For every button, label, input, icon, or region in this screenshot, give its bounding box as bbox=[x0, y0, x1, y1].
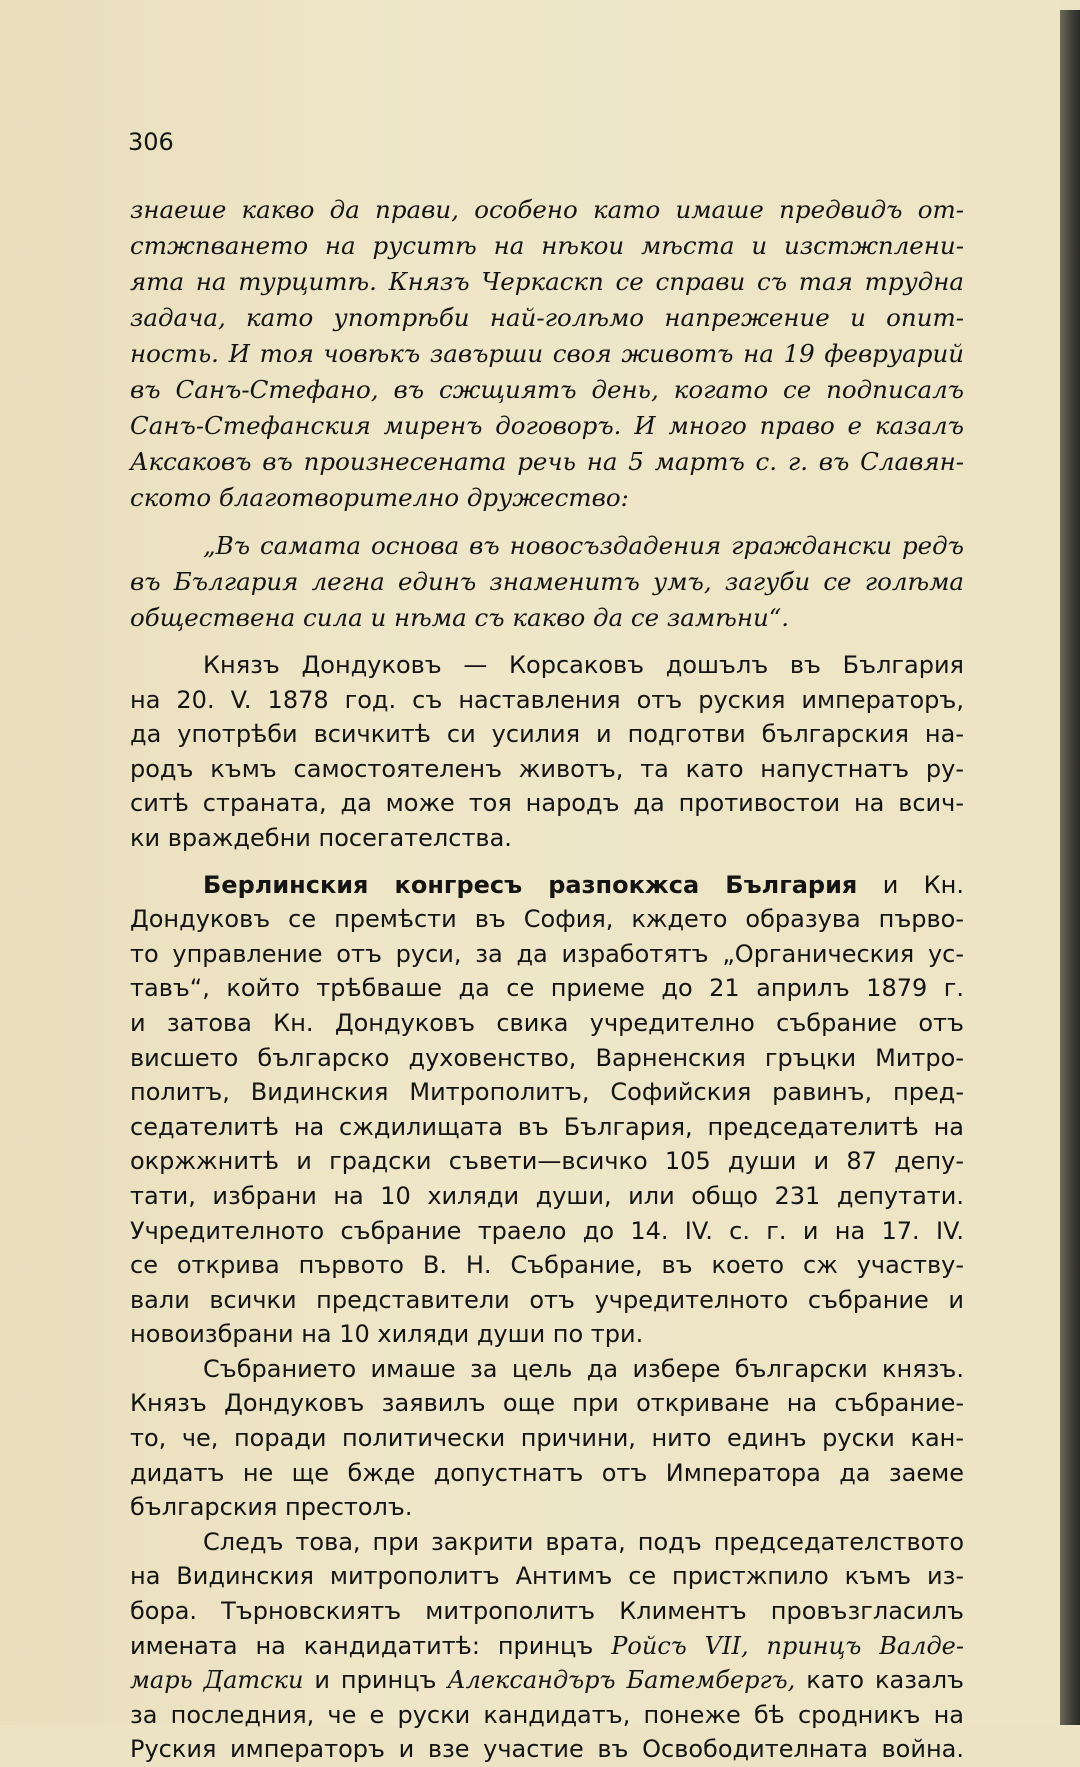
text-line: българския престолъ. bbox=[130, 1493, 413, 1522]
italic-text-span: марь Датски bbox=[130, 1666, 304, 1695]
text-line: бора. Търновскиятъ митрополитъ Климентъ провъзгласилъ bbox=[130, 1597, 964, 1626]
text-line: дидатъ не ще бжде допустнатъ отъ Императора да заеме bbox=[130, 1458, 964, 1487]
text-span: като казалъ bbox=[795, 1666, 964, 1695]
text-line: Аксаковъ въ произнесената речь на 5 мартъ с. г. въ Славян- bbox=[130, 447, 964, 476]
text-line: и затова Кн. Дондуковъ свика учредително събрание отъ bbox=[130, 1008, 964, 1037]
text-line: се открива първото В. Н. Събрание, въ което сж участву- bbox=[130, 1251, 964, 1280]
text-line: ското благотворително дружество: bbox=[130, 483, 629, 512]
text-line: стжпването на руситѣ на нѣкои мѣста и изстжплени- bbox=[130, 231, 964, 260]
text-line: родъ къмъ самостоятеленъ животъ, та като напустнатъ ру- bbox=[130, 754, 964, 783]
text-line: на 20. V. 1878 год. съ наставления отъ руския императоръ, bbox=[130, 685, 964, 714]
text-line: политъ, Видинския Митрополитъ, Софийския равинъ, пред- bbox=[130, 1078, 964, 1107]
text-line: ность. И тоя човѣкъ завърши своя животъ на 19 февруарий bbox=[130, 339, 964, 368]
text-line: новоизбрани на 10 хиляди души по три. bbox=[130, 1320, 644, 1349]
book-spine-edge bbox=[1060, 10, 1080, 1725]
text-line: въ България легна единъ знаменитъ умъ, загуби се голѣма bbox=[130, 567, 964, 596]
text-line: да употрѣби всичкитѣ си усилия и подготви българския на- bbox=[130, 720, 964, 749]
paragraph-dondukov bbox=[130, 648, 964, 856]
text-line: ки враждебни посегателства. bbox=[130, 823, 512, 852]
text-block bbox=[130, 192, 964, 1767]
text-span: и Кн. bbox=[857, 870, 964, 899]
text-line: Следъ това, при закрити врата, подъ председателството bbox=[203, 1527, 964, 1556]
text-line: „Въ самата основа въ новосъздадения граждански редъ bbox=[203, 531, 964, 560]
text-line: Учредителното събрание траело до 14. IV. с. г. и на 17. IV. bbox=[130, 1216, 964, 1245]
aksakov-quote bbox=[130, 528, 964, 636]
text-line: тати, избрани на 10 хиляди души, или общо 231 депутати. bbox=[130, 1181, 964, 1210]
text-span: и принцъ bbox=[303, 1666, 448, 1695]
text-line: Руския императоръ и взе участие въ Освободителната война. bbox=[130, 1735, 964, 1764]
text-line: висшето българско духовенство, Варненския гръцки Митро- bbox=[130, 1043, 964, 1072]
paragraph-assembly bbox=[130, 1352, 964, 1525]
text-line: Князъ Дондуковъ заявилъ още при откриване на събрание- bbox=[130, 1389, 964, 1418]
text-span: имената на кандидатитѣ: принцъ bbox=[130, 1631, 612, 1660]
paragraph-election bbox=[130, 1525, 964, 1767]
text-line: Князъ Дондуковъ — Корсаковъ дошълъ въ България bbox=[203, 651, 964, 679]
text-line: Санъ-Стефанския миренъ договоръ. И много право е казалъ bbox=[130, 411, 964, 440]
text-line: Събранието имаше за цель да избере български князъ. bbox=[203, 1354, 964, 1383]
text-line bbox=[130, 868, 964, 903]
text-line: знаеше какво да прави, особено като имаше предвидъ от- bbox=[130, 195, 964, 224]
paragraph-berlin-congress bbox=[130, 868, 964, 1352]
text-line bbox=[130, 1663, 964, 1698]
text-line: вали всички представители отъ учредителното събрание и bbox=[130, 1285, 964, 1314]
text-line: то, че, поради политически причини, нито единъ руски кан- bbox=[130, 1424, 964, 1453]
text-line: седателитѣ на сждилищата въ България, председателитѣ на bbox=[130, 1112, 964, 1141]
italic-text-span: Александъръ Батембергъ, bbox=[447, 1666, 796, 1695]
text-line: задача, като употрѣби най-голѣмо напрежение и опит- bbox=[130, 303, 964, 332]
text-line: тавъ“, който трѣбваше да се приеме до 21 априлъ 1879 г. bbox=[130, 974, 964, 1003]
italic-quote-paragraph bbox=[130, 192, 964, 516]
text-line: Дондуковъ се премѣсти въ София, кждето образува първо- bbox=[130, 905, 964, 934]
text-line: окржжнитѣ и градски съвети—всичко 105 души и 87 депу- bbox=[130, 1147, 964, 1176]
text-line: ята на турцитѣ. Князъ Черкаскп се справи съ тая трудна bbox=[130, 267, 964, 296]
text-line bbox=[130, 1629, 964, 1664]
text-line: на Видинския митрополитъ Антимъ се пристжпило къмъ из- bbox=[130, 1562, 964, 1591]
text-line: ситѣ страната, да може тоя народъ да противостои на всич- bbox=[130, 789, 964, 818]
text-line: за последния, че е руски кандидатъ, понеже бѣ сродникъ на bbox=[130, 1700, 964, 1729]
text-line: то управление отъ руси, за да изработятъ „Органическия ус- bbox=[130, 939, 964, 968]
text-line: обществена сила и нѣма съ какво да се замѣни“. bbox=[130, 603, 790, 632]
page-number: 306 bbox=[128, 128, 174, 156]
text-line: въ Санъ-Стефано, въ сжщиятъ день, когато се подписалъ bbox=[130, 375, 964, 404]
italic-text-span: Ройсъ VII, принцъ Валде- bbox=[611, 1631, 964, 1660]
bold-heading-text: Берлинския конгресъ разпокжса България bbox=[203, 870, 858, 899]
